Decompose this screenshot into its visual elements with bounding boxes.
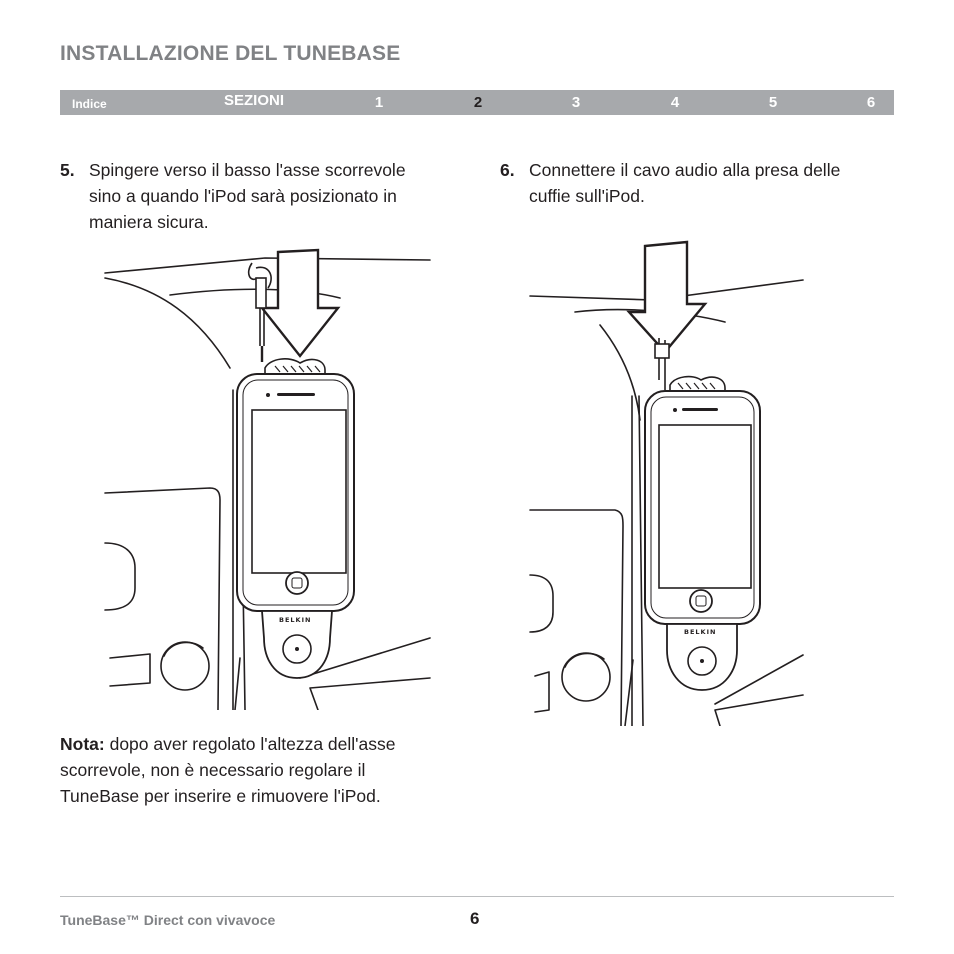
illustration-slide-down-ipod xyxy=(100,238,440,710)
nav-section-6[interactable]: 6 xyxy=(866,94,876,111)
down-arrow-icon xyxy=(262,250,338,356)
nav-section-4[interactable]: 4 xyxy=(670,94,680,111)
nav-index-link[interactable]: Indice xyxy=(72,97,107,111)
illustration-connect-audio-cable xyxy=(525,240,835,726)
nav-section-1[interactable]: 1 xyxy=(374,94,384,111)
note-text: dopo aver regolato l'altezza dell'asse xyxy=(104,734,396,754)
note-line: scorrevole, non è necessario regolare il xyxy=(60,760,366,780)
nav-section-3[interactable]: 3 xyxy=(571,94,581,111)
page-number: 6 xyxy=(470,909,480,928)
step-line: Spingere verso il basso l'asse scorrevole xyxy=(89,160,406,180)
brand-logo: BELKIN xyxy=(279,616,312,624)
step-text xyxy=(89,157,406,235)
page-section-title: INSTALLAZIONE DEL TUNEBASE xyxy=(60,42,401,65)
step-line: sino a quando l'iPod sarà posizionato in xyxy=(89,186,397,206)
step-text xyxy=(529,157,840,209)
footer-product-name: TuneBase™ Direct con vivavoce xyxy=(60,912,276,928)
nav-section-5[interactable]: 5 xyxy=(768,94,778,111)
step-line: maniera sicura. xyxy=(89,212,209,232)
note-label: Nota: xyxy=(60,734,105,754)
down-arrow-icon xyxy=(629,242,705,352)
note-line: TuneBase per inserire e rimuovere l'iPod. xyxy=(60,786,381,806)
footer-divider xyxy=(60,896,894,897)
nav-section-2[interactable]: 2 xyxy=(473,94,483,111)
step-number: 6. xyxy=(500,160,515,180)
brand-logo: BELKIN xyxy=(684,628,717,636)
step-line: cuffie sull'iPod. xyxy=(529,186,645,206)
section-nav-bar xyxy=(60,90,894,115)
step-number: 5. xyxy=(60,160,75,180)
nav-sections-label: SEZIONI xyxy=(224,92,285,109)
note-first-line xyxy=(60,731,460,757)
ipod-device xyxy=(645,391,760,624)
note-paragraph xyxy=(60,731,460,809)
step-line: Connettere il cavo audio alla presa delle xyxy=(529,160,841,180)
